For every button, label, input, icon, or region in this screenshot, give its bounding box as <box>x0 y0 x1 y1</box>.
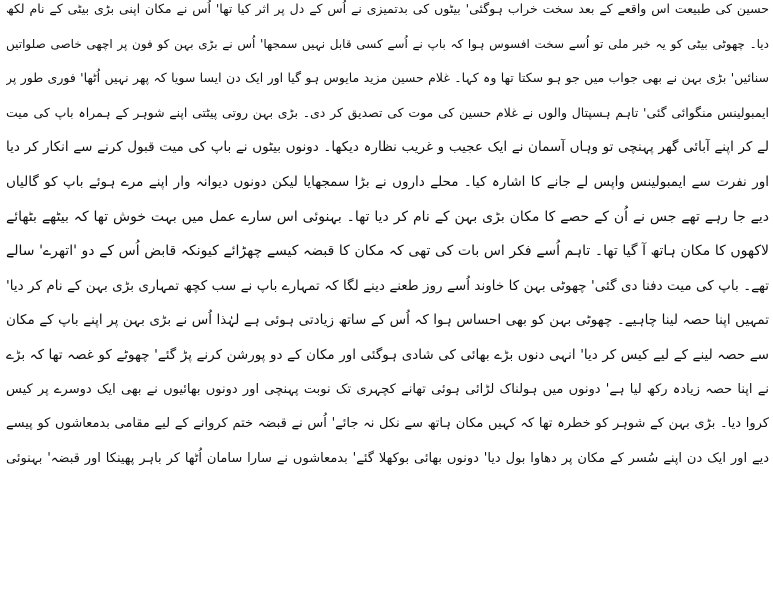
text-line: دیے اور ایک دن اپنے سُسر کے مکان پر دھاوا بول دیا' دونوں بھائی بوکھلا گئے' بدمعاشوں نے سارا سامان اُٹھا کر باہر پھینکا اور قبضہ' بہنوئی <box>6 450 769 466</box>
text-line: سنائیں' بڑی بہن نے بھی جواب میں جو ہو سکتا تھا وہ کہا۔ غلام حسین مزید مایوس ہو گیا اور ایک دن ایسا سویا کہ پھر نہیں اُٹھا' فوری طور پر <box>6 70 769 86</box>
text-line: اور نفرت سے ایمبولینس واپس لے جانے کا اشارہ کیا۔ محلے داروں نے بڑا سمجھایا لیکن دونوں دیوانہ وار اپنے مرے ہوئے باپ کو گالیاں <box>6 173 769 190</box>
text-line: حسین کی طبیعت اس واقعے کے بعد سخت خراب ہوگئی' بیٹوں کی بدتمیزی نے اُس کے دل پر اثر کیا تھا' اُس نے مکان اپنی بڑی بیٹی کے نام لکھ <box>6 1 769 16</box>
text-line: تھے۔ باپ کی میت دفنا دی گئی' چھوٹی بہن کا خاوند اُسے روز طعنے دینے لگا کہ تمہارے باپ نے سب کچھ تمہاری بڑی بہن کے نام کر دیا' <box>6 277 769 294</box>
text-line: سے حصہ لینے کے لیے کیس کر دیا' انہی دنوں بڑے بھائی کی شادی ہوگئی اور مکان کے دو پورشن کرنے پڑ گئے' چھوٹے کو غصہ تھا کہ بڑے <box>6 346 769 363</box>
text-line: نے اپنا حصہ زیادہ رکھ لیا ہے' دونوں میں ہولناک لڑائی ہوئی تھانے کچہری تک نوبت پہنچی اور دونوں بھائیوں نے بھی ایک دوسرے پر کیس <box>6 381 769 397</box>
text-line: تمہیں اپنا حصہ لینا چاہیے۔ چھوٹی بہن کو بھی احساس ہوا کہ اُس کے ساتھ زیادتی ہوئی ہے لہٰذا اُس نے بڑی بہن پر اپنے باپ کے مکان <box>6 312 769 329</box>
text-line: دیا۔ چھوٹی بیٹی کو یہ خبر ملی تو اُسے سخت افسوس ہوا کہ باپ نے اُسے کسی قابل نہیں سمجھا' اُس نے بڑی بہن کو فون پر اچھی خاصی صلواتیں <box>6 36 769 51</box>
text-line: لے کر اپنے آبائی گھر پہنچی تو وہاں آسمان نے ایک عجیب و غریب نظارہ دیکھا۔ دونوں بیٹوں نے باپ کی میت قبول کرنے سے انکار کر دیا <box>6 139 769 156</box>
text-line: دیے جا رہے تھے جس نے اُن کے حصے کا مکان بڑی بہن کے نام کر دیا تھا۔ بہنوئی اس سارے عمل میں بہت خوش تھا کہ بیٹھے بٹھائے <box>6 208 769 225</box>
text-line: کروا دیا۔ بڑی بہن کے شوہر کو خطرہ تھا کہ کہیں مکان ہاتھ سے نکل نہ جائے' اُس نے قبضہ ختم کروانے کے لیے مقامی بدمعاشوں کو پیسے <box>6 416 769 432</box>
text-line: لاکھوں کا مکان ہاتھ آ گیا تھا۔ تاہم اُسے فکر اس بات کی تھی کہ مکان کا قبضہ کیسے چھڑائے کیونکہ قابض اُس کے دو 'اتھرے' سالے <box>6 243 769 260</box>
text-line: ایمبولینس منگوائی گئی' تاہم ہسپتال والوں نے غلام حسین کی موت کی تصدیق کر دی۔ بڑی بہن روتی پیٹتی اپنے شوہر کے ہمراہ باپ کی میت <box>6 104 769 120</box>
